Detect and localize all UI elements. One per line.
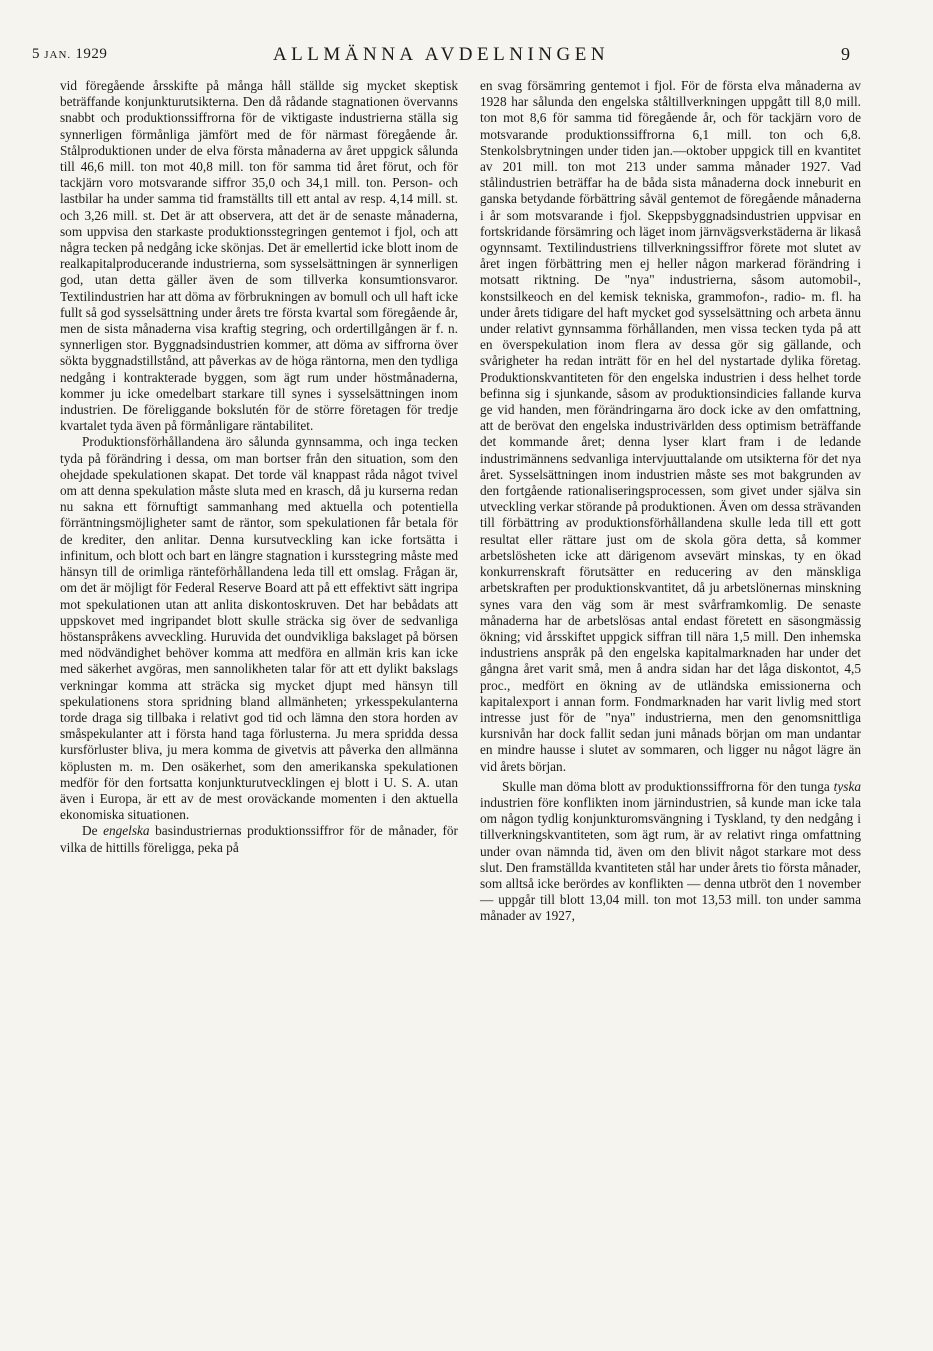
left-paragraph-3 — [60, 823, 458, 855]
left-paragraph-2: Produktionsförhållandena äro sålunda gynnsamma, och inga tecken tyda på förändring i dessa, om man bortser från den situation, som den ohejdade spekulationen skapat. Det torde väl knappast råda något tvivel om att denna spekulation måste sluta med en krasch, då ju kurserna redan nu sakna ett förnuftigt sammanhang med aktuella och potentiella förräntningsmöjligheter samt de räntor, som spekulationen får betala för de krediter, den anlitar. Denna kursutveckling kan icke fortsätta i infinitum, och blott och bart en längre stagnation i kursstegring måste med hänsyn till de orimliga ränteförhållandena leda till ett omslag. Frågan är, om det är möjligt för Federal Reserve Board att på ett effektivt sätt ingripa mot spekulationen utan att anlita diskontoskruven. Det har bebådats att uppskovet med ingripandet blott skulle sträcka sig över de sedvanliga höstanspråkens avveckling. Huruvida det oundvikliga bakslaget på börsen med nödvändighet behöver komma att medföra en allmän kris kan icke med säkerhet avgöras, men sannolikheten talar för att ett dylikt bakslags verkningar komma att sträcka sig mycket djupt med hänsyn till spekulationens stora spridning bland allmänheten; yrkesspekulanterna torde draga sig tillbaka i relativt god tid och lämna den stora horden av småspekulanter att i första hand taga förlusterna. Ju mera spridda dessa kursförluster bliva, ju mera komma de givetvis att påverka den allmänna köplusten m. m. Den osäkerhet, som den amerikanska spekulationen medför för den fortsatta konjunkturutvecklingen ej blott i U. S. A. utan även i Europa, är ett av de mest oroväckande momenten i den aktuella ekonomiska situationen. — [60, 434, 458, 823]
issue-date-month: JAN. — [44, 49, 72, 61]
left-paragraph-3-start: De — [82, 823, 104, 839]
right-paragraph-1: en svag försämring gentemot i fjol. För de första elva månaderna av 1928 har sålunda den engelska ståltillverkningen uppgått till 8,0 mill. ton mot 8,6 för samma tid föregående år, och för tackjärn voro de motsvarande produktionssiffrorna 6,1 mill. ton och 6,8. Stenkolsbrytningen under tiden jan.—oktober uppgick till en kvantitet av 201 mill. ton mot 213 under samma månader 1927. Vad stålindustrien beträffar ha de båda sista månaderna dock inneburit en ganska betydande förbättring såväl gentemot de föregående månaderna i år som motsvarande i fjol. Skeppsbyggnadsindustrien uppvisar en fortskridande försämring och läget inom järnvägsverkstäderna är likaså ogynnsamt. Textilindustriens tillverkningssiffror förete mot slutet av året ingen förbättring men ej heller någon markerad förändring i motsatt riktning. De "nya" industrierna, såsom automobil-, konstsilkeoch en del kemisk tekniska, grammofon-, radio- m. fl. ha under årets tidigare del haft mycket god sysselsättning och arbeta ännu under relativt gynnsamma förhållanden, men vissa tecken tyda på att en överspekulation inom flera av dessa gör sig gällande, och svårigheter ha redan inträtt för en hel del nystartade dylika företag. Produktionskvantiteten för den engelska industrien i dess helhet torde befinna sig i sjunkande, såsom av produktionsindicies fallande kurva ge vid handen, men förändringarna äro dock icke av den omfattning, att de berövat den engelska industrivärlden dess optimism beträffande det kommande året; denna lyser klart fram i de ledande industrimännens sedvanliga intervjuuttalande om utsikterna för det nya året. Sysselsättningen inom industrien måste ses mot bakgrunden av den fortgående rationaliseringsprocessen, som givet under själva sin utveckling verkar störande på produktionen. Även om dessa strävanden till förbättring av produktionsförhållandena skulle leda till ett gott resultat eller rättare just om de skola göra detta, så kommer arbetslösheten icke att därigenom avsevärt minskas, ty en ökad konkurrenskraft förutsätter en reducering av den mänskliga arbetskraften per produktionskvantitet, då ju arbetslönernas minskning synes vara den väg som är mest svårframkomlig. De senaste månaderna har de arbetslösas antal endast företett en säsongmässig ökning; vid årsskiftet uppgick siffran till nära 1,5 mill. Den inhemska industriens anspråk på den engelska kapitalmarknaden har under det gångna året varit små, men å andra sidan har det låga diskontot, 4,5 proc., medfört en ökning av de utländska emissionerna och kapitalexport i annan form. Fondmarknaden har varit livlig med stort intresse just för de "nya" industrierna, men den genomsnittliga kursnivån har dock fallit sedan juni månads början om man undantar en mindre hausse i slutet av sommaren, och ligger nu något lägre än vid årets början. — [480, 78, 861, 774]
issue-date-day: 5 — [32, 46, 40, 62]
issue-date-year: 1929 — [75, 46, 108, 62]
left-paragraph-3-emphasis: engelska — [103, 823, 150, 839]
right-column — [480, 78, 861, 925]
right-paragraph-2-rest: industrien före konflikten inom järnindustrien, så kunde man icke tala om någon tydlig konjunkturomsvängning i Tyskland, ty den nedgång i tillverkningskvantiteten, som ägt rum, är av relativt ringa omfattning under ovan nämnda tid, även om den blivit något starkare mot dess slut. Den framställda kvantiteten stål har under årets tio första månader, som alltså icke berördes av konflikten — denna utbröt den 1 november — uppgår till blott 13,04 mill. ton mot 13,53 mill. ton under samma månader av 1927, — [480, 794, 861, 924]
right-paragraph-2 — [480, 779, 861, 925]
right-paragraph-2-emphasis: tyska — [833, 778, 861, 794]
left-paragraph-3-rest: basindustriernas produktionssiffror för de månader, för vilka de hittills föreligga, peka på — [60, 823, 458, 855]
page-header — [32, 44, 850, 68]
page-number: 9 — [841, 44, 850, 64]
section-title: ALLMÄNNA AVDELNINGEN — [272, 44, 610, 65]
left-column — [60, 78, 458, 856]
right-paragraph-2-start: Skulle man döma blott av produktionssiffrorna för den tunga — [502, 778, 834, 794]
left-paragraph-1: vid föregående årsskifte på många håll ställde sig mycket skeptisk beträffande konjunkturutsikterna. Den då rådande stagnationen övervanns snabbt och produktionssiffrorna för de viktigaste industrierna ställa sig synnerligen förmånliga jämfört med de för närmast föregående år. Stålproduktionen under de elva första månaderna av året uppgick sålunda till 46,6 mill. ton mot 40,8 mill. ton för samma tid året förut, och för tackjärn voro motsvarande siffror 35,0 och 34,1 mill. ton. Person- och lastbilar ha under samma tid framställts till ett antal av resp. 4,14 mill. st. och 3,26 mill. st. Det är att observera, att det är de senaste månaderna, som uppvisa den starkaste produktionsstegringen gentemot i fjol, och att några tecken på nedgång icke skönjas. Det är emellertid icke blott inom de realkapitalproducerande industrierna, som sysselsättningen är synnerligen god, utan detta gäller även de som tillverka konsumtionsvaror. Textilindustrien har att döma av förbrukningen av bomull och ull haft icke fullt så god sysselsättning under årets tre första kvartal som föregående år, men de sista månaderna visa kraftig stegring, och ordertillgången är f. n. synnerligen stor. Byggnadsindustrien kommer, att döma av siffrorna över sökta byggnadstillstånd, att påverkas av de höga räntorna, men den tydliga nedgång i kontrakterade byggen, som ägt rum under höstmånaderna, kommer ju icke omedelbart starkare till synes i sysselsättningen inom industrien. De föreliggande bokslutén för de större företagen för tredje kvartalet tyda även på förmånligare räntabilitet. — [60, 78, 458, 434]
